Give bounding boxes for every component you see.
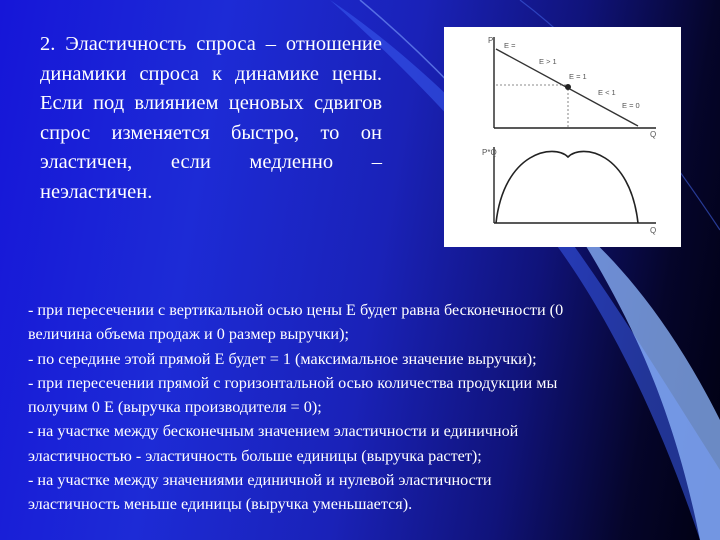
note-line: - при пересечении прямой с горизонтальной осью количества продукции мы (28, 373, 558, 392)
unit-elasticity-point (565, 84, 571, 90)
label-e-zero: E = 0 (622, 101, 640, 110)
note-line: - по середине этой прямой Е будет = 1 (максимальное значение выручки); (28, 349, 537, 368)
note-line: - на участке между бесконечным значением эластичности и единичной (28, 422, 519, 441)
label-e-lt1: E < 1 (598, 88, 616, 97)
price-axis-label: P (488, 36, 494, 45)
revenue-axis-label: P*Q (482, 148, 497, 157)
notes-text (28, 298, 698, 517)
note-line: эластичность меньше единицы (выручка уменьшается). (28, 495, 413, 514)
note-line: эластичностью - эластичность больше единицы (выручка растет); (28, 446, 482, 465)
label-e-infinity: E = (504, 41, 516, 50)
elasticity-diagram (444, 27, 681, 247)
note-line: - при пересечении с вертикальной осью цены Е будет равна бесконечности (0 (28, 301, 564, 319)
note-line: величина объема продаж и 0 размер выручки); (28, 325, 349, 344)
demand-chart (488, 36, 656, 139)
revenue-chart (482, 147, 656, 235)
label-e-eq1: E = 1 (569, 72, 587, 81)
quantity-axis-label: Q (650, 130, 657, 139)
intro-text: 2. Эластичность спроса – отношение динамики спроса к динамике цены. Если под влиянием ценовых сдвигов спрос изменяется быстро, то он эластичен, если медленно – неэластичен. (40, 33, 382, 203)
revenue-curve (496, 151, 638, 223)
note-line: получим 0 Е (выручка производителя = 0); (28, 398, 322, 417)
note-line: - на участке между значениями единичной и нулевой эластичности (28, 471, 492, 490)
label-e-gt1: E > 1 (539, 57, 557, 66)
quantity-axis-label-bottom: Q (650, 226, 657, 235)
